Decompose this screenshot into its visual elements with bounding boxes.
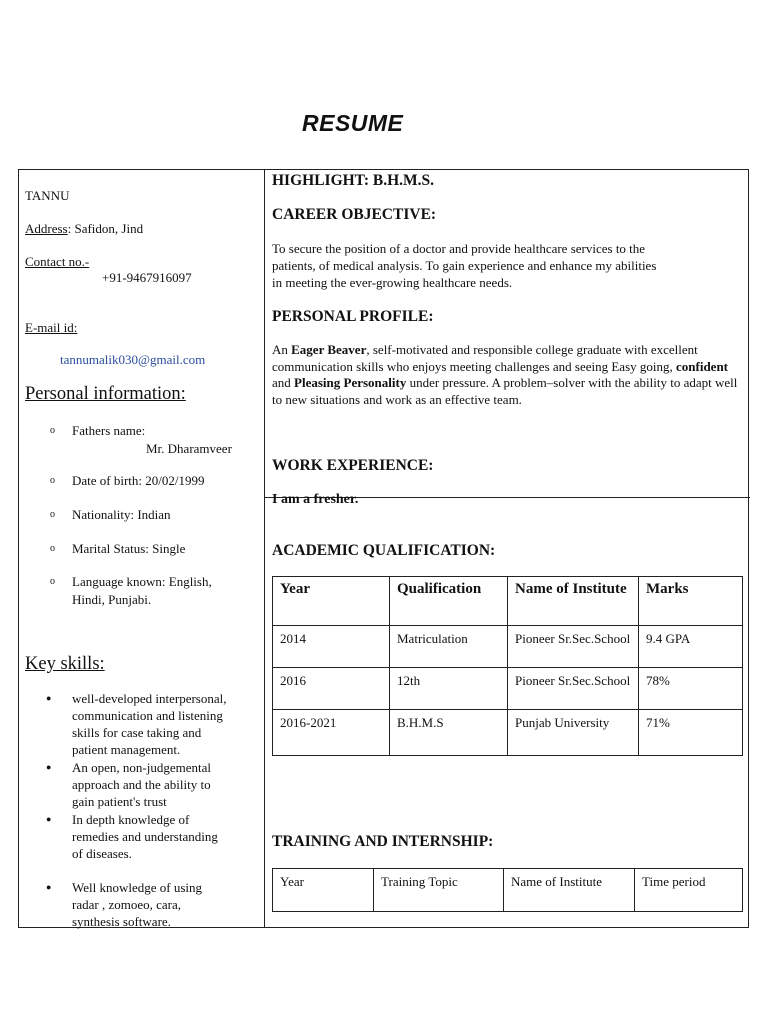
table-cell: Pioneer Sr.Sec.School [508, 626, 639, 668]
skill-2-line-3: gain patient's trust [72, 794, 167, 809]
career-line-2: patients, of medical analysis. To gain experience and enhance my abilities [272, 258, 657, 273]
address-value: : Safidon, Jind [67, 221, 144, 236]
table-cell: 9.4 GPA [639, 626, 743, 668]
table-row [273, 668, 743, 710]
skill-4-line-1: Well knowledge of using [72, 880, 203, 895]
address-label: Address [25, 221, 68, 236]
highlight-heading: HIGHLIGHT: B.H.M.S. [272, 172, 435, 189]
email-label: E-mail id: [25, 320, 78, 335]
table-header-cell: Training Topic [374, 869, 504, 912]
bullet-dot-icon: ● [46, 693, 52, 703]
table-row [273, 710, 743, 756]
skill-4-line-2: radar , zomoeo, cara, [72, 897, 181, 912]
bullet-dot-icon: ● [46, 762, 52, 772]
profile-bold-confident: confident [676, 358, 729, 374]
circle-bullet-icon: o [50, 543, 55, 554]
circle-bullet-icon: o [50, 475, 55, 486]
personal-item-language: Language known: English, [72, 574, 212, 589]
table-cell: 71% [639, 710, 743, 756]
profile-text-part: and [272, 375, 295, 390]
skill-3-line-1: In depth knowledge of [72, 812, 190, 827]
skill-1-line-1: well-developed interpersonal, [72, 691, 227, 706]
training-internship-heading: TRAINING AND INTERNSHIP: [272, 833, 494, 850]
table-header-row [273, 577, 743, 626]
skill-1-line-3: skills for case taking and [72, 725, 202, 740]
table-cell: Punjab University [508, 710, 639, 756]
personal-item-nationality: Nationality: Indian [72, 507, 171, 522]
skill-2-line-2: approach and the ability to [72, 777, 211, 792]
table-row [273, 626, 743, 668]
contact-value: +91-9467916097 [102, 270, 192, 285]
circle-bullet-icon: o [50, 576, 55, 587]
table-cell: Pioneer Sr.Sec.School [508, 668, 639, 710]
key-skills-heading: Key skills: [25, 654, 105, 674]
personal-profile-heading: PERSONAL PROFILE: [272, 308, 434, 325]
table-header-cell: Year [273, 577, 390, 626]
career-objective-heading: CAREER OBJECTIVE: [272, 206, 437, 223]
academic-table [272, 576, 743, 756]
career-line-3: in meeting the ever-growing healthcare needs. [272, 275, 513, 290]
academic-qualification-heading: ACADEMIC QUALIFICATION: [272, 542, 496, 559]
table-cell: B.H.M.S [390, 710, 508, 756]
contact-label: Contact no.- [25, 254, 90, 269]
table-cell: 78% [639, 668, 743, 710]
column-divider [264, 169, 265, 928]
table-cell: 2016-2021 [273, 710, 390, 756]
work-experience-heading: WORK EXPERIENCE: [272, 457, 434, 474]
skill-3-line-2: remedies and understanding [72, 829, 218, 844]
table-header-cell: Name of Institute [508, 577, 639, 626]
personal-item-fathers-label: Fathers name: [72, 423, 146, 438]
skill-1-line-4: patient management. [72, 742, 181, 757]
table-header-cell: Marks [639, 577, 743, 626]
candidate-name: TANNU [25, 188, 70, 203]
circle-bullet-icon: o [50, 509, 55, 520]
personal-item-dob: Date of birth: 20/02/1999 [72, 473, 205, 488]
skill-4-line-3: synthesis software. [72, 914, 171, 929]
skill-1-line-2: communication and listening [72, 708, 223, 723]
skill-3-line-3: of diseases. [72, 846, 132, 861]
training-table [272, 868, 743, 912]
email-value[interactable]: tannumalik030@gmail.com [60, 352, 206, 367]
profile-text-part: under pressure. A problem–solver with the ability to adapt well to new situations and work as an effective team. [272, 375, 738, 407]
table-cell: 2016 [273, 668, 390, 710]
table-cell: 2014 [273, 626, 390, 668]
bullet-dot-icon: ● [46, 814, 52, 824]
table-cell: 12th [390, 668, 508, 710]
table-cell: Matriculation [390, 626, 508, 668]
table-header-row [273, 869, 743, 912]
profile-text-part: , self-motivated and responsible college graduate with excellent communication skills who enjoys meeting challenges and seeing Easy going, [272, 342, 698, 374]
profile-bold-eager-beaver: Eager Beaver [291, 342, 367, 357]
personal-item-marital: Marital Status: Single [72, 541, 186, 556]
career-line-1: To secure the position of a doctor and provide healthcare services to the [272, 241, 646, 256]
circle-bullet-icon: o [50, 425, 55, 436]
resume-title: RESUME [302, 110, 404, 136]
profile-bold-pleasing-personality: Pleasing Personality [294, 375, 407, 390]
skill-2-line-1: An open, non-judgemental [72, 760, 211, 775]
work-experience-text: I am a fresher. [272, 492, 359, 507]
personal-item-language-cont: Hindi, Punjabi. [72, 592, 152, 607]
table-header-cell: Year [273, 869, 374, 912]
personal-profile-text [272, 342, 744, 408]
table-header-cell: Qualification [390, 577, 508, 626]
table-header-cell: Name of Institute [504, 869, 635, 912]
personal-info-heading: Personal information: [25, 384, 186, 404]
personal-item-fathers-value: Mr. Dharamveer [146, 441, 232, 456]
bullet-dot-icon: ● [46, 882, 52, 892]
profile-text-part: An [272, 342, 292, 357]
table-header-cell: Time period [635, 869, 743, 912]
address-line [25, 220, 143, 237]
